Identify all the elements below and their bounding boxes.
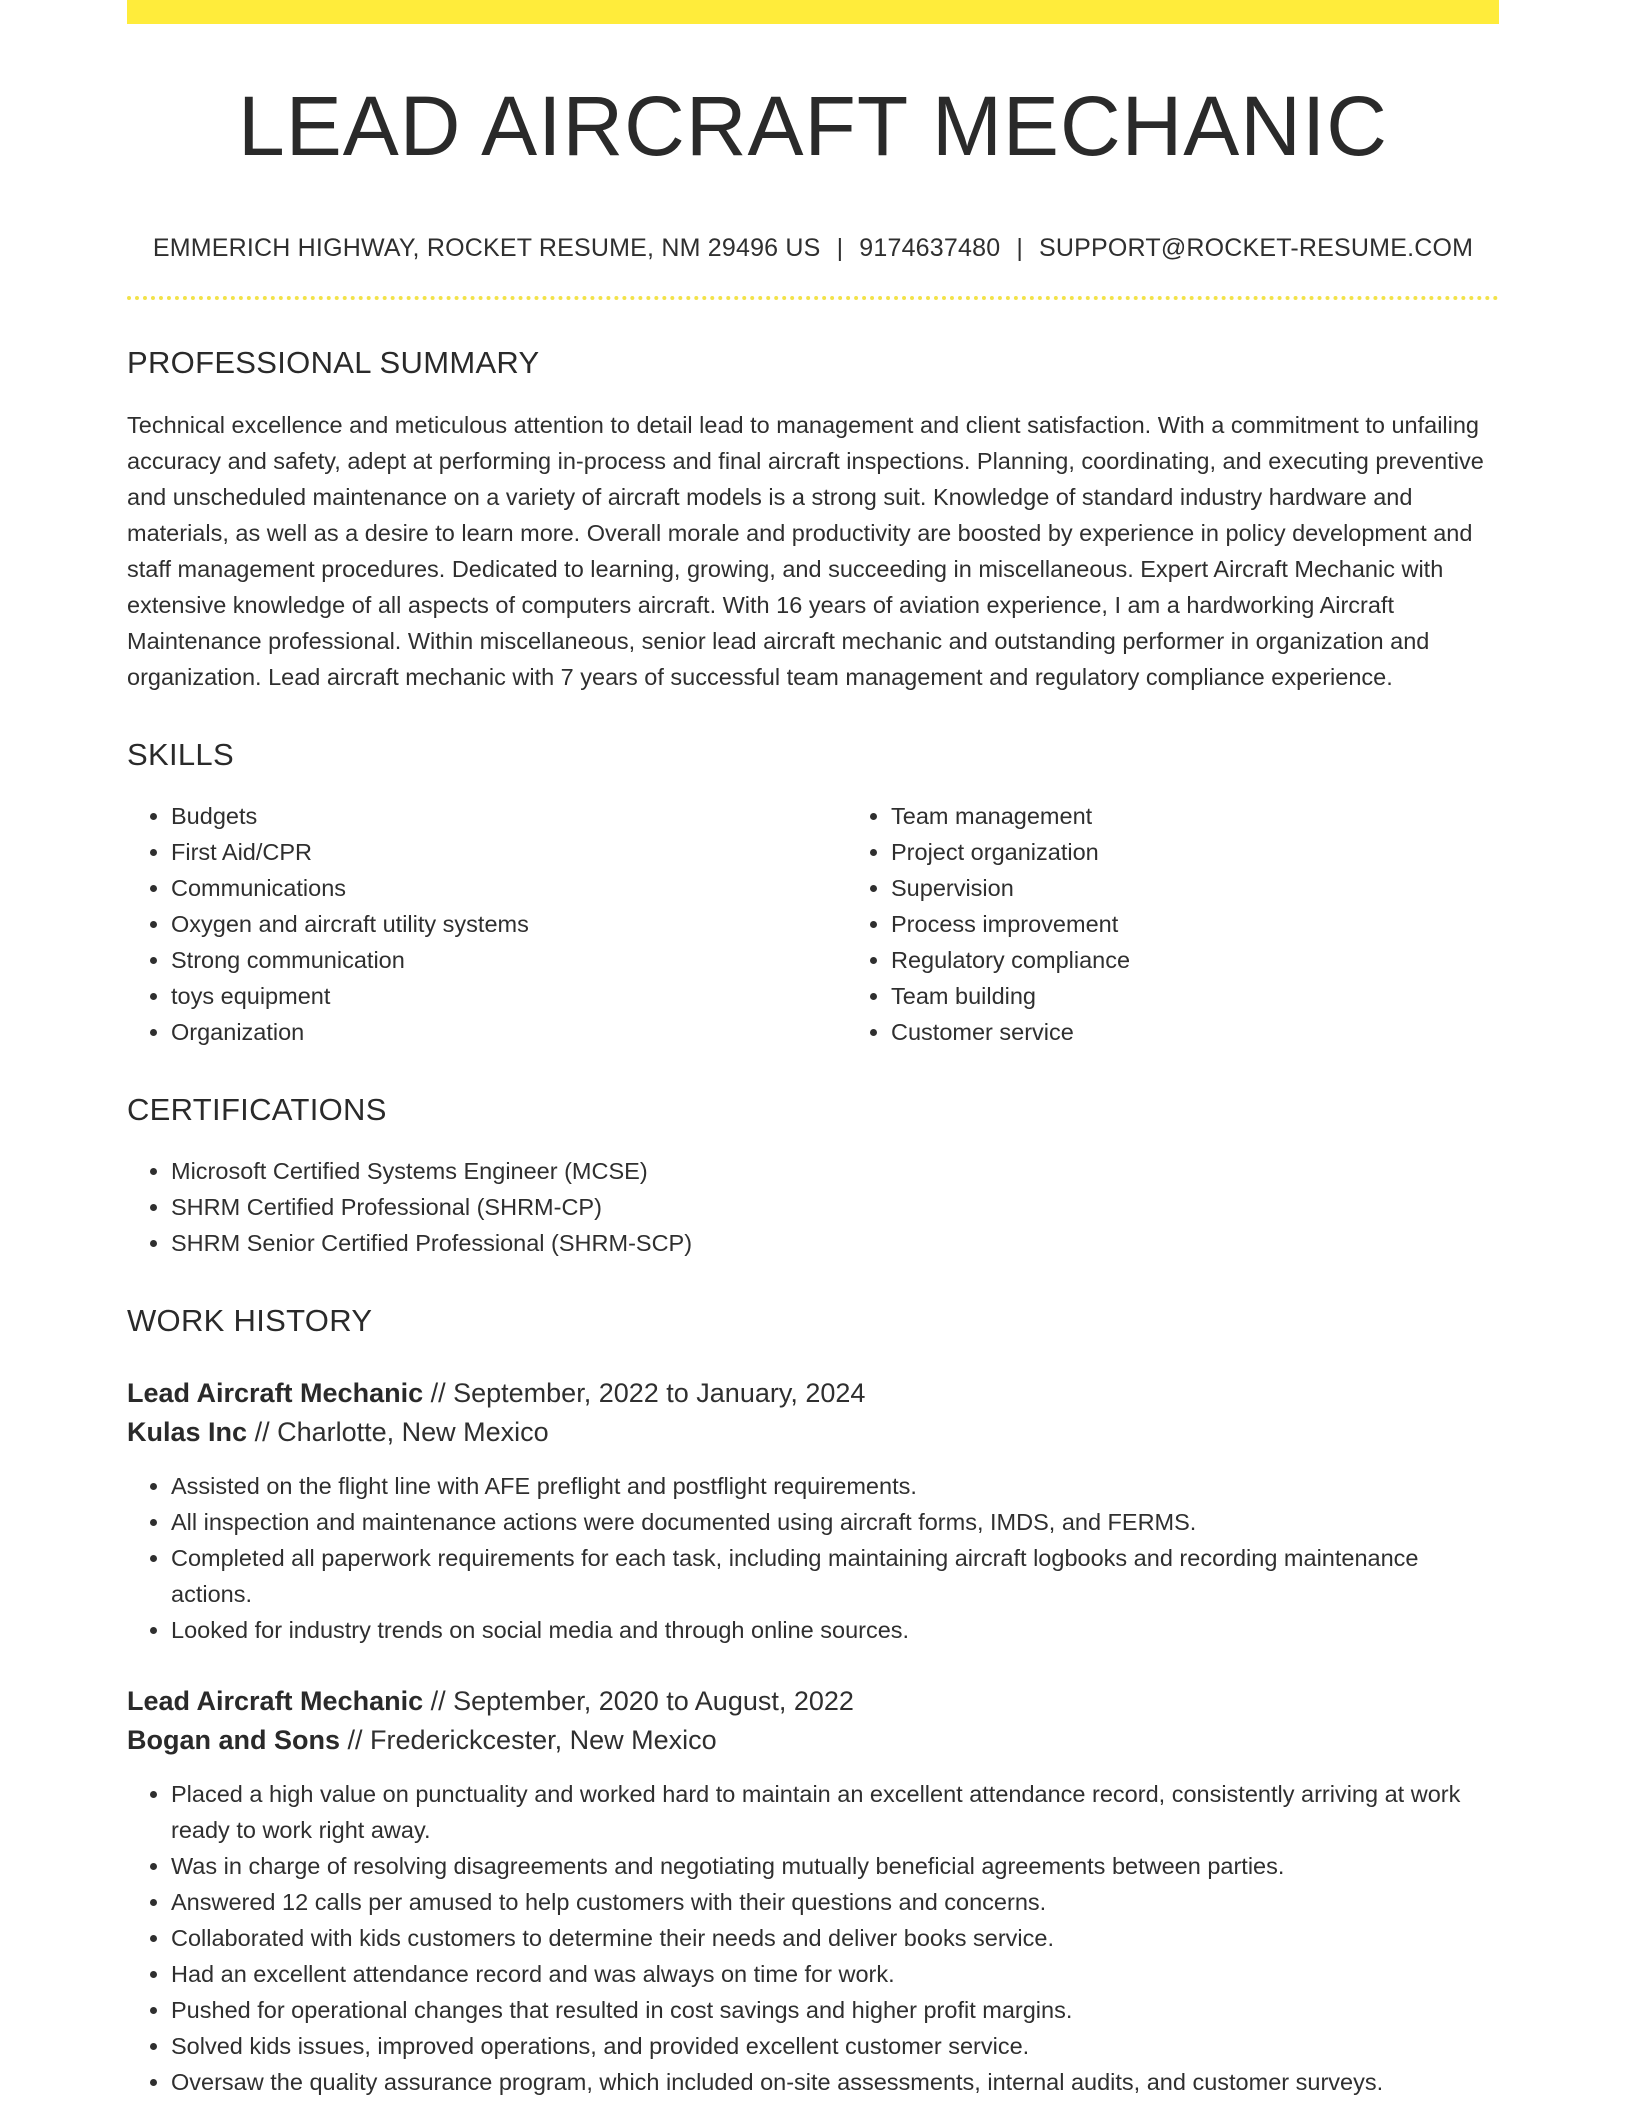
job-bullets	[127, 1468, 1499, 1648]
certification-item: • Microsoft Certified Systems Engineer (MCSE)	[171, 1153, 1499, 1189]
job-bullet: • Oversaw the quality assurance program, which included on-site assessments, internal audits, and customer surveys.	[171, 2064, 1499, 2100]
job-company-line	[127, 1413, 1499, 1452]
skill-item: • Project organization	[891, 834, 1567, 870]
job-bullet: • Completed all paperwork requirements for each task, including maintaining aircraft logbooks and recording maintenance actions.	[171, 1540, 1499, 1612]
contact-address: EMMERICH HIGHWAY, ROCKET RESUME, NM 29496 US	[152, 234, 821, 263]
skill-item: • Customer service	[891, 1014, 1567, 1050]
skill-item: • Team management	[891, 798, 1567, 834]
certifications-heading: CERTIFICATIONS	[127, 1092, 387, 1128]
job-bullet: • Solved kids issues, improved operations, and provided excellent customer service.	[171, 2028, 1499, 2064]
job-title-line	[127, 1682, 1499, 1721]
job-bullet: • Collaborated with kids customers to determine their needs and deliver books service.	[171, 1920, 1499, 1956]
skill-item: • Regulatory compliance	[891, 942, 1567, 978]
job-entry	[127, 1374, 1499, 1648]
contact-email: SUPPORT@ROCKET-RESUME.COM	[1039, 234, 1474, 263]
skill-item: • Budgets	[171, 798, 847, 834]
skills-left-list	[127, 798, 847, 1050]
job-title-line	[127, 1374, 1499, 1413]
skills-columns	[127, 798, 1499, 1050]
skill-item: • toys equipment	[171, 978, 847, 1014]
skill-item: • Team building	[891, 978, 1567, 1014]
job-bullet: • All inspection and maintenance actions were documented using aircraft forms, IMDS, and FERMS.	[171, 1504, 1499, 1540]
job-company: Kulas Inc	[127, 1417, 248, 1448]
skill-item: • Oxygen and aircraft utility systems	[171, 906, 847, 942]
job-bullet: • Looked for industry trends on social media and through online sources.	[171, 1612, 1499, 1648]
job-bullets	[127, 1776, 1499, 2100]
job-title: Lead Aircraft Mechanic	[127, 1378, 424, 1409]
contact-separator: |	[1016, 234, 1024, 263]
skill-item: • First Aid/CPR	[171, 834, 847, 870]
skills-right-list	[847, 798, 1567, 1050]
skill-item: • Strong communication	[171, 942, 847, 978]
contact-line	[127, 234, 1499, 263]
dotted-divider	[127, 296, 1499, 300]
job-bullet: • Answered 12 calls per amused to help customers with their questions and concerns.	[171, 1884, 1499, 1920]
certification-item: • SHRM Certified Professional (SHRM-CP)	[171, 1189, 1499, 1225]
summary-heading: PROFESSIONAL SUMMARY	[127, 345, 540, 381]
job-bullet: • Was in charge of resolving disagreements and negotiating mutually beneficial agreements between parties.	[171, 1848, 1499, 1884]
contact-phone: 9174637480	[859, 234, 1001, 263]
job-bullet: • Assisted on the flight line with AFE preflight and postflight requirements.	[171, 1468, 1499, 1504]
contact-separator: |	[836, 234, 844, 263]
skill-item: • Supervision	[891, 870, 1567, 906]
skills-heading: SKILLS	[127, 737, 234, 773]
job-dates: // September, 2020 to August, 2022	[430, 1686, 854, 1717]
job-entry	[127, 1682, 1499, 2100]
candidate-name: LEAD AIRCRAFT MECHANIC	[238, 79, 1388, 173]
job-location: // Charlotte, New Mexico	[254, 1417, 549, 1448]
job-bullet: • Pushed for operational changes that resulted in cost savings and higher profit margins.	[171, 1992, 1499, 2028]
job-title: Lead Aircraft Mechanic	[127, 1686, 424, 1717]
certifications-list	[127, 1153, 1499, 1261]
resume-page	[127, 0, 1499, 2100]
certification-item: • SHRM Senior Certified Professional (SHRM-SCP)	[171, 1225, 1499, 1261]
skill-item: • Organization	[171, 1014, 847, 1050]
work-history-heading: WORK HISTORY	[127, 1303, 373, 1339]
job-location: // Frederickcester, New Mexico	[347, 1725, 717, 1756]
top-accent-bar	[127, 0, 1499, 24]
skill-item: • Communications	[171, 870, 847, 906]
job-bullet: • Placed a high value on punctuality and worked hard to maintain an excellent attendance record, consistently arriving at work ready to work right away.	[171, 1776, 1499, 1848]
job-bullet: • Had an excellent attendance record and was always on time for work.	[171, 1956, 1499, 1992]
job-company-line	[127, 1721, 1499, 1760]
job-company: Bogan and Sons	[127, 1725, 341, 1756]
summary-text: Technical excellence and meticulous attention to detail lead to management and client satisfaction. With a commitment to unfailing accuracy and safety, adept at performing in-process and final aircraft inspections. Planning, coordinating, and executing preventive and unscheduled maintenance on a variety of aircraft models is a strong suit. Knowledge of standard industry hardware and materials, as well as a desire to learn more. Overall morale and productivity are boosted by experience in policy development and staff management procedures. Dedicated to learning, growing, and succeeding in miscellaneous. Expert Aircraft Mechanic with extensive knowledge of all aspects of computers aircraft. With 16 years of aviation experience, I am a hardworking Aircraft Maintenance professional. Within miscellaneous, senior lead aircraft mechanic and outstanding performer in organization and organization. Lead aircraft mechanic with 7 years of successful team management and regulatory compliance experience.	[127, 412, 1484, 691]
skill-item: • Process improvement	[891, 906, 1567, 942]
job-dates: // September, 2022 to January, 2024	[430, 1378, 866, 1409]
